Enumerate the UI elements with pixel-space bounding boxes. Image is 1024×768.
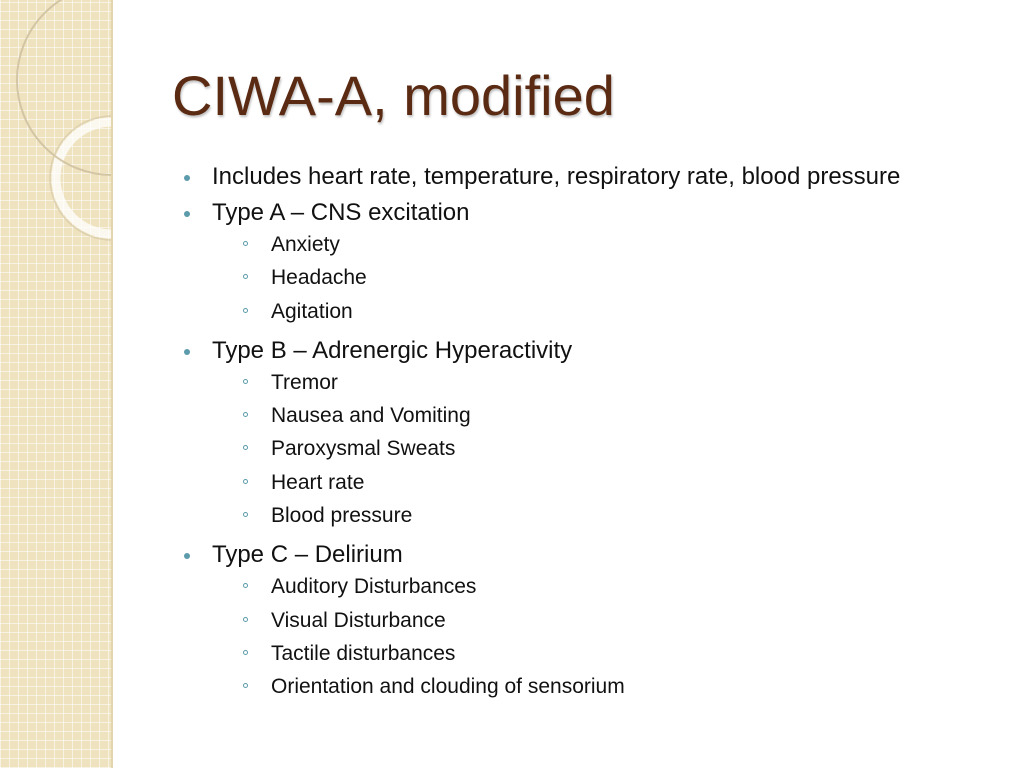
- sub-bullet-text: Headache: [271, 266, 367, 290]
- sub-bullet-item: [212, 499, 924, 532]
- sub-bullet-ring-icon: [243, 617, 248, 622]
- bullet-text: Type B – Adrenergic Hyperactivity: [212, 336, 573, 364]
- sub-bullet-ring-icon: [243, 650, 248, 655]
- sub-bullet-text: Paroxysmal Sweats: [271, 437, 456, 461]
- bullet-dot-icon: [184, 553, 190, 559]
- sub-bullet-text: Anxiety: [271, 233, 340, 256]
- sub-bullet-item: [212, 366, 924, 399]
- sub-bullet-text: Tremor: [271, 370, 338, 394]
- decorative-circles-icon: [0, 0, 113, 768]
- sub-bullet-text: Agitation: [271, 299, 353, 323]
- sub-bullet-text: Blood pressure: [271, 504, 413, 528]
- sub-bullet-item: [212, 466, 924, 499]
- sub-bullet-ring-icon: [243, 274, 248, 279]
- sub-bullet-ring-icon: [243, 479, 248, 484]
- sub-bullet-ring-icon: [243, 308, 248, 313]
- sub-bullet-ring-icon: [243, 241, 248, 246]
- sub-bullet-text: Auditory Disturbances: [271, 575, 477, 599]
- slide-title: CIWA-A, modified: [172, 64, 615, 127]
- sub-bullet-item: [212, 399, 924, 432]
- bullet-item: [184, 337, 924, 532]
- bullet-dot-icon: [184, 349, 190, 355]
- sub-bullet-item: [212, 261, 924, 294]
- sub-bullet-ring-icon: [243, 379, 248, 384]
- bullet-item: [184, 163, 924, 190]
- bullet-text: Type C – Delirium: [212, 541, 403, 569]
- bullet-dot-icon: [184, 175, 190, 181]
- bullet-item: [184, 541, 924, 703]
- sub-bullet-text: Nausea and Vomiting: [271, 404, 471, 428]
- sub-bullet-list: [212, 366, 924, 532]
- sub-bullet-item: [212, 637, 924, 670]
- bullet-text: Type A – CNS excitation: [212, 199, 470, 226]
- sub-bullet-item: [212, 570, 924, 603]
- sub-bullet-item: [212, 228, 924, 261]
- bullet-dot-icon: [184, 211, 190, 217]
- sub-bullet-list: [212, 570, 924, 703]
- bullet-text: Includes heart rate, temperature, respiratory rate, blood pressure: [212, 163, 901, 190]
- side-panel-edge: [111, 0, 113, 768]
- sub-bullet-text: Tactile disturbances: [271, 641, 456, 665]
- sub-bullet-text: Orientation and clouding of sensorium: [271, 675, 625, 699]
- decorative-side-panel: [0, 0, 113, 768]
- sub-bullet-ring-icon: [243, 445, 248, 450]
- sub-bullet-list: [212, 228, 924, 328]
- sub-bullet-text: Heart rate: [271, 470, 365, 494]
- sub-bullet-item: [212, 604, 924, 637]
- sub-bullet-ring-icon: [243, 412, 248, 417]
- sub-bullet-ring-icon: [243, 683, 248, 688]
- sub-bullet-item: [212, 295, 924, 328]
- bullet-item: [184, 199, 924, 328]
- bullet-list: [184, 163, 924, 704]
- sub-bullet-item: [212, 670, 924, 703]
- sub-bullet-item: [212, 432, 924, 465]
- sub-bullet-text: Visual Disturbance: [271, 608, 446, 632]
- sub-bullet-ring-icon: [243, 583, 248, 588]
- sub-bullet-ring-icon: [243, 512, 248, 517]
